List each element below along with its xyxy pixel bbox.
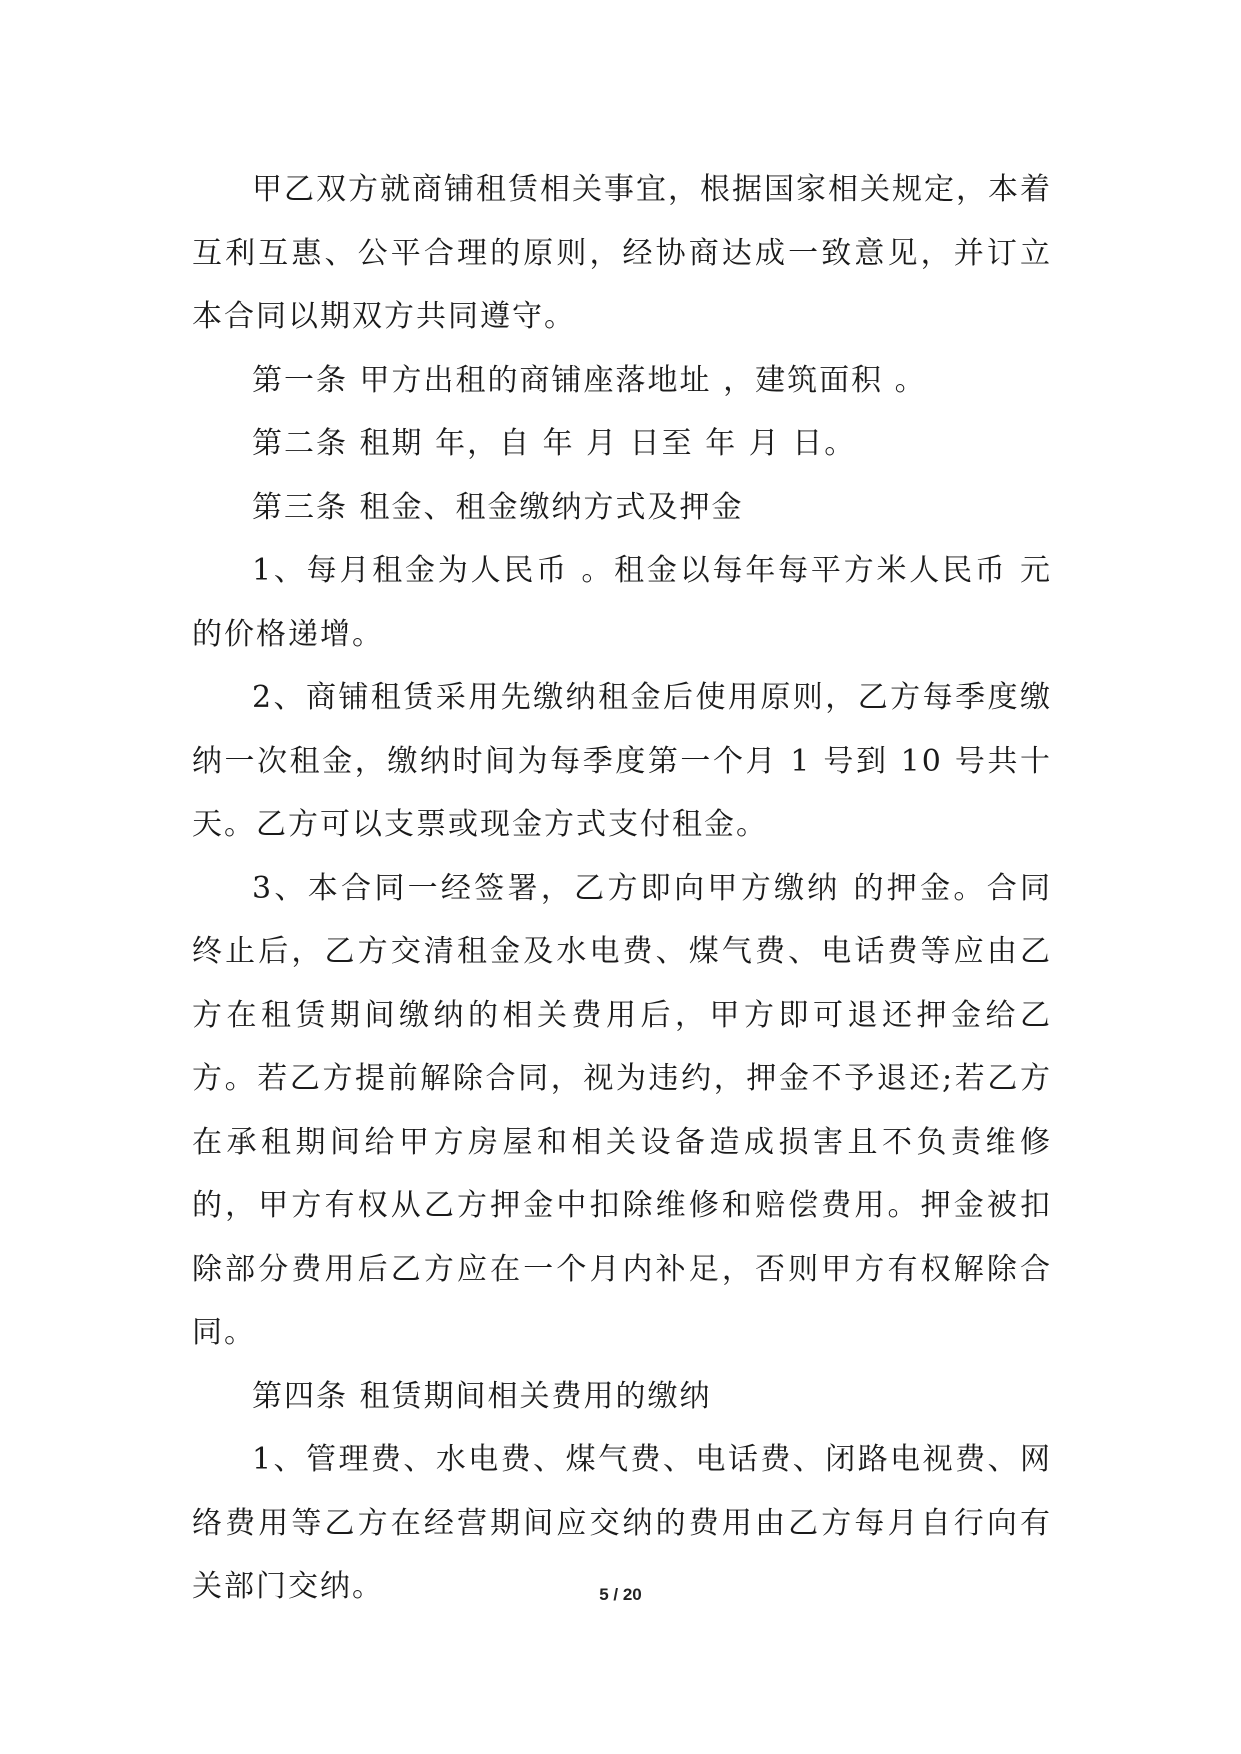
paragraph-article-4-heading: 第四条 租赁期间相关费用的缴纳	[252, 1378, 712, 1414]
paragraph-article-4-item-1: 1、管理费、水电费、煤气费、电话费、闭路电视费、网络费用等乙方在经营期间应交纳的费用由乙方每月自行向有关部门交纳。	[192, 1442, 1052, 1604]
document-body	[192, 158, 1052, 1619]
paragraph-article-3-item-1: 1、每月租金为人民币 。租金以每年每平方米人民币 元的价格递增。	[192, 553, 1052, 652]
page-number: 5 / 20	[599, 1585, 642, 1604]
paragraph-intro: 甲乙双方就商铺租赁相关事宜，根据国家相关规定，本着互利互惠、公平合理的原则，经协商达成一致意见，并订立本合同以期双方共同遵守。	[192, 172, 1052, 334]
paragraph-article-3-item-3: 3、本合同一经签署，乙方即向甲方缴纳 的押金。合同终止后，乙方交清租金及水电费、煤气费、电话费等应由乙方在租赁期间缴纳的相关费用后，甲方即可退还押金给乙方。若乙方提前解除合同，视为违约，押金不予退还;若乙方在承租期间给甲方房屋和相关设备造成损害且不负责维修的，甲方有权从乙方押金中扣除维修和赔偿费用。押金被扣除部分费用后乙方应在一个月内补足，否则甲方有权解除合同。	[192, 870, 1052, 1350]
paragraph-article-3-item-2: 2、商铺租赁采用先缴纳租金后使用原则，乙方每季度缴纳一次租金，缴纳时间为每季度第一个月 1 号到 10 号共十天。乙方可以支票或现金方式支付租金。	[192, 680, 1052, 842]
paragraph-article-1: 第一条 甲方出租的商铺座落地址 ，建筑面积 。	[252, 362, 927, 398]
paragraph-article-3-heading: 第三条 租金、租金缴纳方式及押金	[252, 489, 744, 525]
paragraph-article-2: 第二条 租期 年，自 年 月 日至 年 月 日。	[252, 426, 857, 461]
